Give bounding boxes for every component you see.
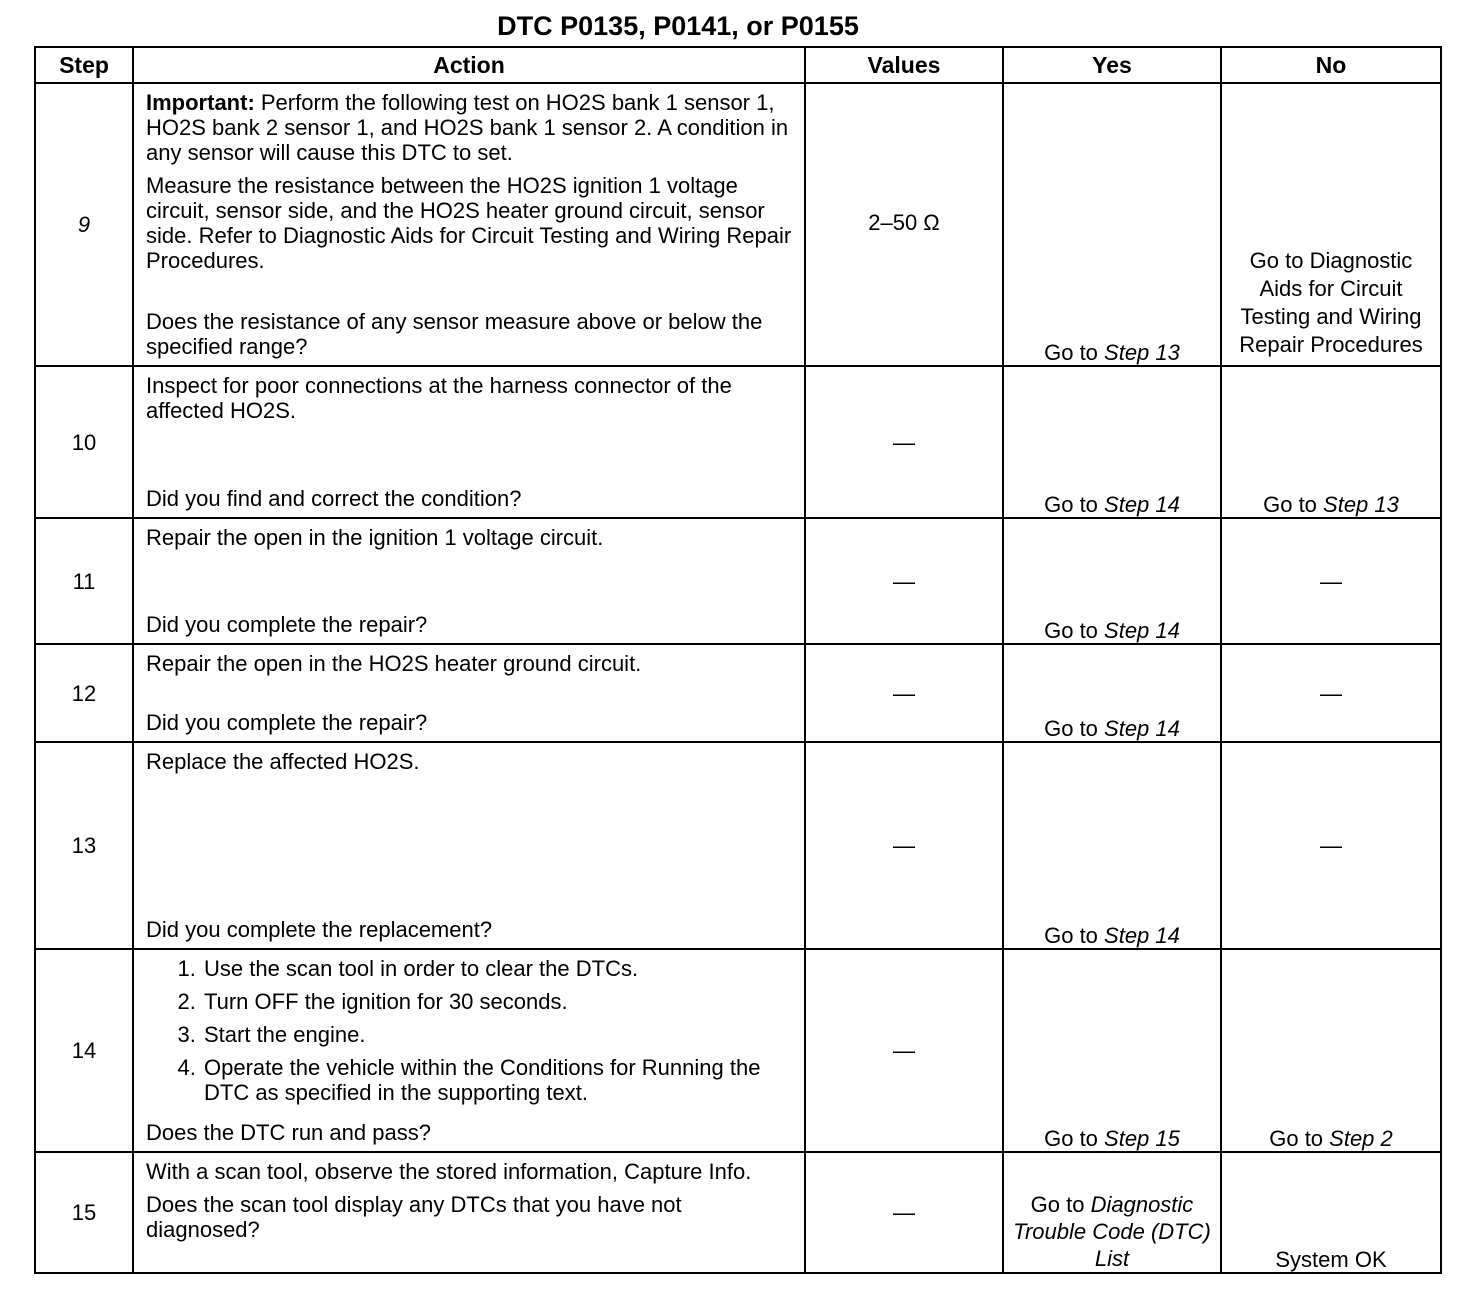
step-number: 11 <box>35 518 133 644</box>
no-cell: System OK <box>1221 1152 1441 1273</box>
list-item: 4. Operate the vehicle within the Conditions for Running the DTC as specified in the supporting text. <box>202 1055 794 1105</box>
action-instruction: Repair the open in the ignition 1 voltage circuit. <box>146 525 604 550</box>
action-instruction: Inspect for poor connections at the harness connector of the affected HO2S. <box>146 373 732 423</box>
list-item: 3. Start the engine. <box>202 1022 794 1047</box>
yes-cell: Go to Diagnostic Trouble Code (DTC) List <box>1003 1152 1221 1273</box>
list-item: 1. Use the scan tool in order to clear the DTCs. <box>202 956 794 981</box>
action-question: Did you complete the repair? <box>146 612 428 637</box>
values-cell: — <box>805 366 1003 518</box>
yes-cell: Go to Step 14 <box>1003 366 1221 518</box>
action-cell <box>133 644 805 742</box>
action-cell <box>133 518 805 644</box>
header-row <box>35 47 1441 83</box>
action-instruction: Replace the affected HO2S. <box>146 749 420 774</box>
values-cell: — <box>805 644 1003 742</box>
action-cell <box>133 742 805 949</box>
yes-cell: Go to Step 14 <box>1003 518 1221 644</box>
table-row <box>35 742 1441 949</box>
values-cell: — <box>805 949 1003 1152</box>
header-yes: Yes <box>1003 47 1221 83</box>
yes-cell: Go to Step 14 <box>1003 644 1221 742</box>
action-question: Did you find and correct the condition? <box>146 486 522 511</box>
yes-cell: Go to Step 14 <box>1003 742 1221 949</box>
important-note: Important: Perform the following test on HO2S bank 1 sensor 1, HO2S bank 2 sensor 1, and HO2S bank 1 sensor 2. A condition in any sensor will cause this DTC to set. <box>146 90 789 165</box>
table-row <box>35 949 1441 1152</box>
step-number: 13 <box>35 742 133 949</box>
step-number: 15 <box>35 1152 133 1273</box>
table-row <box>35 366 1441 518</box>
values-cell: — <box>805 1152 1003 1273</box>
step-number: 9 <box>35 83 133 366</box>
header-no: No <box>1221 47 1441 83</box>
no-cell: — <box>1221 644 1441 742</box>
table-row <box>35 644 1441 742</box>
action-steps-list <box>146 956 794 1105</box>
values-cell: — <box>805 742 1003 949</box>
values-cell: — <box>805 518 1003 644</box>
header-step: Step <box>35 47 133 83</box>
step-number: 14 <box>35 949 133 1152</box>
yes-cell: Go to Step 13 <box>1003 83 1221 366</box>
header-values: Values <box>805 47 1003 83</box>
no-cell: Go to Step 13 <box>1221 366 1441 518</box>
action-cell <box>133 949 805 1152</box>
action-cell <box>133 83 805 366</box>
action-instruction: Measure the resistance between the HO2S ignition 1 voltage circuit, sensor side, and the HO2S heater ground circuit, sensor side. Refer to Diagnostic Aids for Circuit Testing and Wiring Repair Procedures. <box>146 173 792 273</box>
action-cell <box>133 1152 805 1273</box>
list-item: 2. Turn OFF the ignition for 30 seconds. <box>202 989 794 1014</box>
action-instruction: Repair the open in the HO2S heater ground circuit. <box>146 651 642 676</box>
table-row <box>35 1152 1441 1273</box>
action-question: Does the scan tool display any DTCs that you have not diagnosed? <box>146 1192 682 1242</box>
action-instruction: With a scan tool, observe the stored information, Capture Info. <box>146 1159 752 1184</box>
header-action: Action <box>133 47 805 83</box>
values-cell: 2–50 Ω <box>805 83 1003 366</box>
no-cell: Go to Diagnostic Aids for Circuit Testing and Wiring Repair Procedures <box>1221 83 1441 366</box>
table-row <box>35 83 1441 366</box>
action-cell <box>133 366 805 518</box>
step-number: 12 <box>35 644 133 742</box>
action-question: Did you complete the repair? <box>146 710 428 735</box>
diagnostic-table <box>34 46 1442 1274</box>
action-question: Did you complete the replacement? <box>146 917 493 942</box>
no-cell: — <box>1221 518 1441 644</box>
action-question: Does the resistance of any sensor measure above or below the specified range? <box>146 309 763 359</box>
table-row <box>35 518 1441 644</box>
no-cell: Go to Step 2 <box>1221 949 1441 1152</box>
no-cell: — <box>1221 742 1441 949</box>
step-number: 10 <box>35 366 133 518</box>
yes-cell: Go to Step 15 <box>1003 949 1221 1152</box>
page-title: DTC P0135, P0141, or P0155 <box>497 11 859 41</box>
action-question: Does the DTC run and pass? <box>146 1120 431 1145</box>
